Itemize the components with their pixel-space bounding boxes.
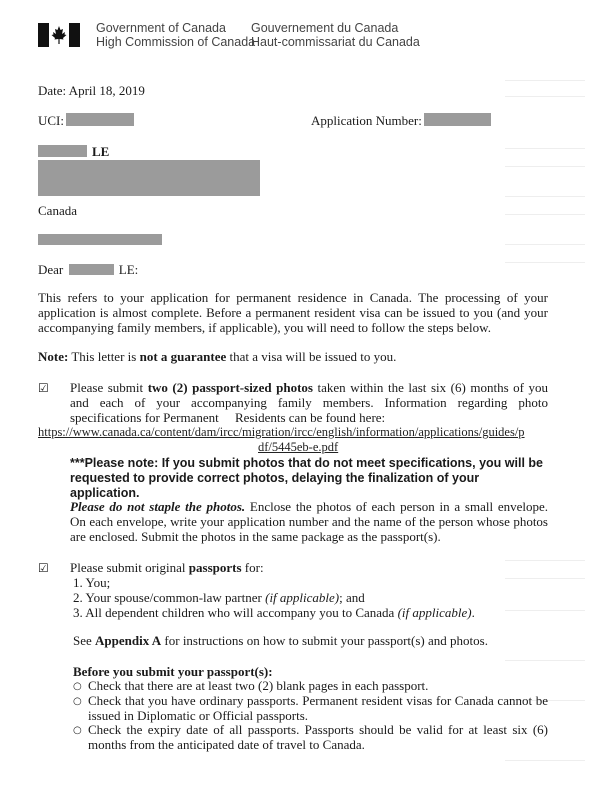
redacted-uci: [66, 113, 134, 126]
see-appendix-line: See Appendix A for instructions on how to submit your passport(s) and photos.: [73, 633, 488, 648]
passport-list-item-1: 1. You;: [73, 575, 111, 590]
application-number-label: Application Number:: [311, 113, 422, 128]
check-bullet-icon: ○: [73, 696, 82, 707]
office-name-en: High Commission of Canada: [96, 35, 256, 49]
photos-checkbox-icon: ☑: [38, 381, 49, 395]
letter-date: Date: April 18, 2019: [38, 83, 145, 98]
check-blank-pages: Check that there are at least two (2) blank pages in each passport.: [88, 678, 429, 693]
uci-label: UCI:: [38, 113, 64, 128]
envelope-line-3: are enclosed. Submit the photos in the same package as the passport(s).: [70, 529, 441, 544]
org-name-en: Government of Canada: [96, 21, 226, 35]
org-name-fr: Gouvernement du Canada: [251, 21, 399, 35]
passports-checkbox-icon: ☑: [38, 561, 49, 575]
redacted-contact: [38, 234, 162, 245]
check-expiry-1: Check the expiry date of all passports. Passports should be valid for at least six (6): [88, 722, 548, 737]
staple-line: Please do not staple the photos. Enclose the photos of each person in a small envelope.: [70, 499, 548, 514]
photos-warning-line-2: requested to provide correct photos, delaying the finalization of your application.: [70, 471, 480, 500]
canada-flag-icon: [38, 23, 80, 47]
envelope-line-2: On each envelope, write your application number and the name of the person whose photos: [70, 514, 548, 529]
photo-specs-link-cont[interactable]: df/5445eb-e.pdf: [258, 440, 339, 454]
check-bullet-icon: ○: [73, 681, 82, 692]
before-submit-heading: Before you submit your passport(s):: [73, 664, 273, 679]
photos-line-2: and each of your accompanying family members. Information regarding photo: [70, 395, 548, 410]
photo-specs-link[interactable]: https://www.canada.ca/content/dam/ircc/migration/ircc/english/information/applications/guides/p: [38, 425, 525, 439]
salutation: Dear LE:: [38, 262, 139, 277]
photos-warning-line-1: ***Please note: If you submit photos that do not meet specifications, you will be: [70, 456, 543, 470]
recipient-country: Canada: [38, 203, 77, 218]
office-name-fr: Haut-commissariat du Canada: [251, 35, 420, 49]
passport-list-item-2: 2. Your spouse/common-law partner (if applicable); and: [73, 590, 365, 605]
note-line: Note: This letter is not a guarantee that a visa will be issued to you.: [38, 349, 397, 364]
check-bullet-icon: ○: [73, 725, 82, 736]
intro-line-3: accompanying family members, if applicable), you will need to follow the steps below.: [38, 320, 491, 335]
redacted-given-name: [38, 145, 87, 157]
passports-intro: Please submit original passports for:: [70, 560, 264, 575]
intro-line-2: application is almost complete. Before a permanent resident visa can be issued to you (and your: [38, 305, 548, 320]
intro-line-1: This refers to your application for permanent residence in Canada. The processing of your: [38, 290, 548, 305]
passport-list-item-3: 3. All dependent children who will accompany you to Canada (if applicable).: [73, 605, 475, 620]
photos-line-3: specifications for Permanent Residents can be found here:: [70, 410, 386, 425]
recipient-surname: LE: [92, 144, 110, 159]
redacted-application-number: [424, 113, 491, 126]
photos-line-1: Please submit two (2) passport-sized photos taken within the last six (6) months of you: [70, 380, 549, 395]
check-expiry-2: months from the anticipated date of travel to Canada.: [88, 737, 365, 752]
redacted-address: [38, 160, 260, 196]
check-ordinary-passports-1: Check that you have ordinary passports. Permanent resident visas for Canada cannot be: [88, 693, 548, 708]
check-ordinary-passports-2: issued in Diplomatic or Official passports.: [88, 708, 309, 723]
redacted-salutation-name: [69, 264, 114, 275]
